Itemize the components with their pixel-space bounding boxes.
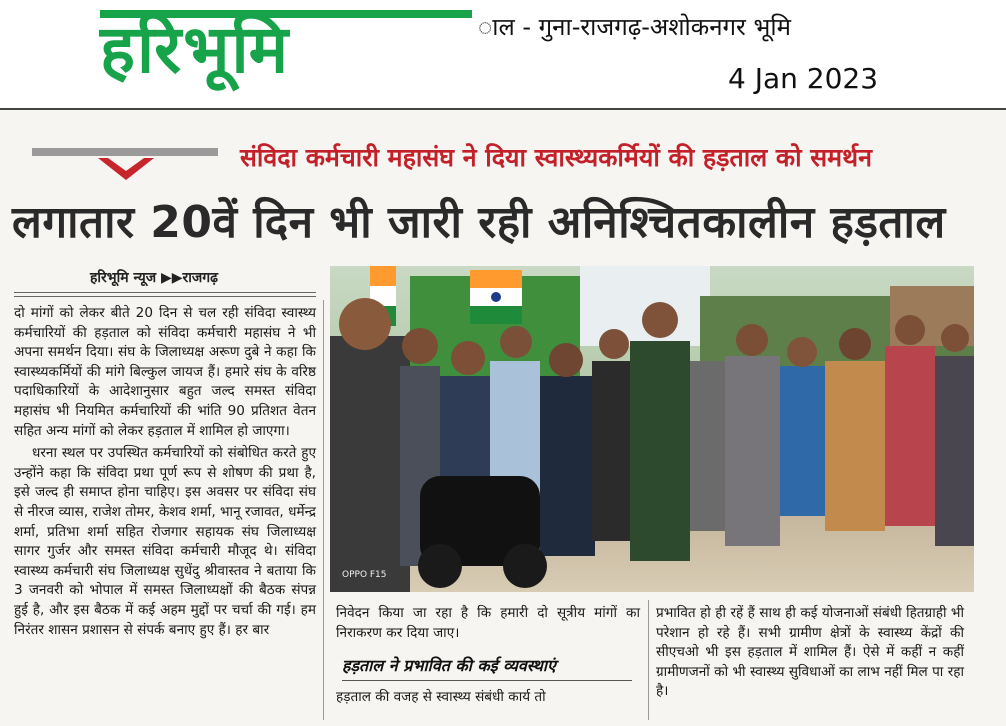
article-paragraph: धरना स्थल पर उपस्थित कर्मचारियों को संबोधित करते हुए उन्होंने कहा कि संविदा प्रथा पूर्ण रूप से शोषण की प्रथा है, इसे जल्द ही समाप्त होना चाहिए। इस अवसर पर संविदा संघ से नीरज व्यास, राजेश तोमर, केशव शर्मा, भानू रजावत, धर्मेन्द्र शर्मा, प्रतिभा शर्मा सहित रोजगार सहायक संघ जिलाध्यक्ष सागर गुर्जर और समस्त संविदा कर्मचारी मौजूद थे। संविदा स्वास्थ्य कर्मचारी संघ जिलाध्यक्ष सुधेंदु श्रीवास्तव ने बताया कि 3 जनवरी को भोपाल में समस्त जिलाध्यक्षों की बैठक संपन्न हुई है, और इस बैठक में कई अहम मुद्दों पर चर्चा की गई। हम निरंतर शासन प्रशासन से संपर्क बनाए हुए हैं। हर बार (14, 445, 316, 638)
subheading-rule (342, 680, 632, 681)
byline-rule-lower (14, 296, 316, 297)
article-byline: हरिभूमि न्यूज ▶▶राजगढ़ (90, 270, 219, 286)
article-headline: लगातार 20वें दिन भी जारी रही अनिश्चितकालीन हड़ताल (12, 197, 946, 248)
newspaper-logo: हरिभूमि (100, 11, 291, 88)
column-divider (323, 300, 324, 720)
masthead (0, 0, 1006, 108)
article-paragraph: प्रभावित हो ही रहें हैं साथ ही कई योजनाओं संबंधी हितग्राही भी परेशान हो रहे हैं। सभी ग्रामीण क्षेत्रों के स्वास्थ्य केंद्रों की सीएचओ भी इस हड़ताल में शामिल हैं। ऐसे में कहीं न कहीं ग्रामीणजनों को भी स्वास्थ्य सुविधाओं का लाभ नहीं मिल पा रहा है। (656, 605, 964, 700)
column-divider (648, 600, 649, 720)
protest-photo (330, 266, 974, 592)
article-column-1 (14, 304, 316, 643)
edition-name: ाल - गुना-राजगढ़-अशोकनगर भूमि (478, 13, 791, 41)
photo-watermark: OPPO F15 (342, 570, 387, 580)
kicker-chevron-inner (108, 158, 144, 171)
byline-rule (14, 292, 316, 293)
kicker-decoration-line (32, 148, 218, 156)
article-paragraph: दो मांगों को लेकर बीते 20 दिन से चल रही संविदा स्वास्थ्य कर्मचारियों की हड़ताल को संविदा कर्मचारी महासंघ ने भी अपना समर्थन दिया। संघ के जिलाध्यक्ष अरूण दुबे ने कहा कि स्वास्थ्यकर्मियों की मांगे बिल्कुल जायज हैं। हमारे संघ के वरिष्ठ पदाधिकारियों के आदेशानुसार बहुत जल्द समस्त संविदा महासंघ भी नियमित कर्मचारियों की भांति 90 प्रतिशत वेतन सहित अन्य मांगों को लेकर हड़ताल में शामिल हो जाएगा। (14, 305, 316, 439)
edition-date: 4 Jan 2023 (728, 62, 879, 95)
article-subheading: हड़ताल ने प्रभावित की कई व्यवस्थाएं (342, 656, 556, 675)
article-paragraph: निवेदन किया जा रहा है कि हमारी दो सूत्रीय मांगों का निराकरण कर दिया जाए। (336, 605, 640, 641)
article-paragraph: हड़ताल की वजह से स्वास्थ्य संबंधी कार्य तो (336, 689, 546, 705)
article-column-2-continued (336, 688, 640, 708)
article-kicker: संविदा कर्मचारी महासंघ ने दिया स्वास्थ्यकर्मियों की हड़ताल को समर्थन (240, 143, 872, 172)
article-column-2 (336, 604, 640, 643)
article-column-3 (656, 604, 964, 702)
